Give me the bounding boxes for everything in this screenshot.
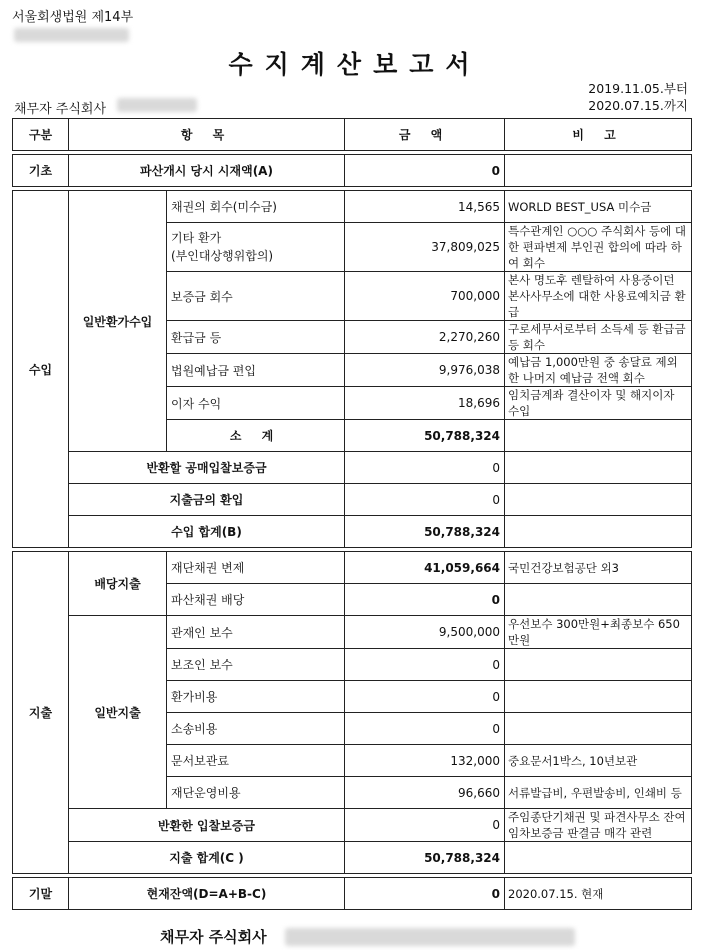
period-to: 2020.07.15.까지 [588, 98, 688, 113]
court-name: 서울회생법원 제14부 [12, 10, 134, 25]
subtotal-amount: 50,788,324 [345, 420, 505, 452]
closing-label: 현재잔액(D=A+B-C) [69, 878, 345, 910]
item-label: 문서보관료 [167, 745, 345, 777]
group-general-expense: 일반지출 [69, 616, 167, 809]
item-remarks: 중요문서1박스, 10년보관 [505, 745, 692, 777]
redacted-debtor-name [117, 98, 197, 112]
item-label: 보조인 보수 [167, 649, 345, 681]
category-closing: 기말 [13, 878, 69, 910]
base-amount: 0 [345, 155, 505, 187]
refund-bid-amount: 0 [345, 452, 505, 484]
item-label: 재단운영비용 [167, 777, 345, 809]
debtor-name: 채무자 주식회사 [14, 102, 107, 117]
expense-total-label: 지출 합계(C ) [69, 842, 345, 874]
item-remarks: 특수관계인 ○○○ 주식회사 등에 대한 편파변제 부인권 합의에 따라 하여 회수 [505, 223, 692, 272]
item-amount: 0 [345, 713, 505, 745]
item-label: 재단채권 변제 [167, 552, 345, 584]
refund-bid-remarks [505, 452, 692, 484]
income-total-remarks [505, 516, 692, 548]
category-income: 수입 [13, 191, 69, 548]
income-expense-table [12, 118, 692, 910]
expense-total-amount: 50,788,324 [345, 842, 505, 874]
col-category: 구분 [13, 119, 69, 151]
item-label: 환급금 등 [167, 321, 345, 354]
income-total-amount: 50,788,324 [345, 516, 505, 548]
report-period [588, 80, 688, 114]
category-base: 기초 [13, 155, 69, 187]
item-amount: 2,270,260 [345, 321, 505, 354]
redacted-footer-debtor-name [285, 928, 575, 946]
item-remarks: WORLD BEST_USA 미수금 [505, 191, 692, 223]
table-row [13, 809, 692, 842]
item-amount: 18,696 [345, 387, 505, 420]
item-amount: 9,500,000 [345, 616, 505, 649]
expense-refund-remarks [505, 484, 692, 516]
item-label: 소송비용 [167, 713, 345, 745]
report-title: 수지계산보고서 [228, 50, 482, 79]
item-remarks: 예납금 1,000만원 중 송달료 제외한 나머지 예납금 전액 회수 [505, 354, 692, 387]
table-row [13, 484, 692, 516]
col-remarks: 비 고 [505, 119, 692, 151]
table-row [13, 552, 692, 584]
table-row-closing [13, 878, 692, 910]
item-label: 법원예납금 편입 [167, 354, 345, 387]
expense-total-remarks [505, 842, 692, 874]
table-row-expense-total [13, 842, 692, 874]
item-amount: 14,565 [345, 191, 505, 223]
closing-amount: 0 [345, 878, 505, 910]
group-general-realization: 일반환가수입 [69, 191, 167, 452]
table-row [13, 452, 692, 484]
expense-refund-amount: 0 [345, 484, 505, 516]
returned-bid-label: 반환한 입찰보증금 [69, 809, 345, 842]
item-remarks [505, 713, 692, 745]
period-from: 2019.11.05.부터 [588, 81, 688, 96]
table-row-income-total [13, 516, 692, 548]
item-label: 이자 수익 [167, 387, 345, 420]
item-label-line-2: (부인대상행위합의) [171, 249, 274, 263]
item-remarks: 서류발급비, 우편발송비, 인쇄비 등 [505, 777, 692, 809]
returned-bid-amount: 0 [345, 809, 505, 842]
item-remarks: 국민건강보험공단 외3 [505, 552, 692, 584]
item-label [167, 223, 345, 272]
refund-bid-label: 반환할 공매입찰보증금 [69, 452, 345, 484]
item-label: 보증금 회수 [167, 272, 345, 321]
item-remarks: 구로세무서로부터 소득세 등 환급금 등 회수 [505, 321, 692, 354]
redacted-case-number [14, 28, 129, 42]
item-amount: 0 [345, 681, 505, 713]
item-amount: 96,660 [345, 777, 505, 809]
item-amount: 37,809,025 [345, 223, 505, 272]
item-label: 채권의 회수(미수금) [167, 191, 345, 223]
base-label: 파산개시 당시 시재액(A) [69, 155, 345, 187]
table-row [13, 616, 692, 649]
col-amount: 금 액 [345, 119, 505, 151]
item-label: 관재인 보수 [167, 616, 345, 649]
base-remarks [505, 155, 692, 187]
item-amount: 132,000 [345, 745, 505, 777]
group-dividend: 배당지출 [69, 552, 167, 616]
footer-debtor: 채무자 주식회사 [160, 928, 267, 946]
item-amount: 41,059,664 [345, 552, 505, 584]
item-remarks [505, 649, 692, 681]
item-amount: 0 [345, 649, 505, 681]
item-amount: 9,976,038 [345, 354, 505, 387]
table-row [13, 191, 692, 223]
income-total-label: 수입 합계(B) [69, 516, 345, 548]
item-remarks: 우선보수 300만원+최종보수 650만원 [505, 616, 692, 649]
item-label: 파산채권 배당 [167, 584, 345, 616]
subtotal-label: 소 계 [167, 420, 345, 452]
item-label: 환가비용 [167, 681, 345, 713]
category-expense: 지출 [13, 552, 69, 874]
closing-remarks: 2020.07.15. 현재 [505, 878, 692, 910]
item-amount: 700,000 [345, 272, 505, 321]
expense-refund-label: 지출금의 환입 [69, 484, 345, 516]
col-item: 항 목 [69, 119, 345, 151]
subtotal-remarks [505, 420, 692, 452]
item-remarks: 임치금계좌 결산이자 및 해지이자 수입 [505, 387, 692, 420]
returned-bid-remarks: 주임종단기채권 및 파견사무소 잔여임차보증금 판결금 매각 관련 [505, 809, 692, 842]
item-amount: 0 [345, 584, 505, 616]
table-header-row [13, 119, 692, 151]
item-remarks: 본사 명도후 렌탈하여 사용중이던 본사사무소에 대한 사용료예치금 환급 [505, 272, 692, 321]
item-remarks [505, 681, 692, 713]
table-row-base [13, 155, 692, 187]
item-label-line-1: 기타 환가 [171, 231, 222, 245]
item-remarks [505, 584, 692, 616]
